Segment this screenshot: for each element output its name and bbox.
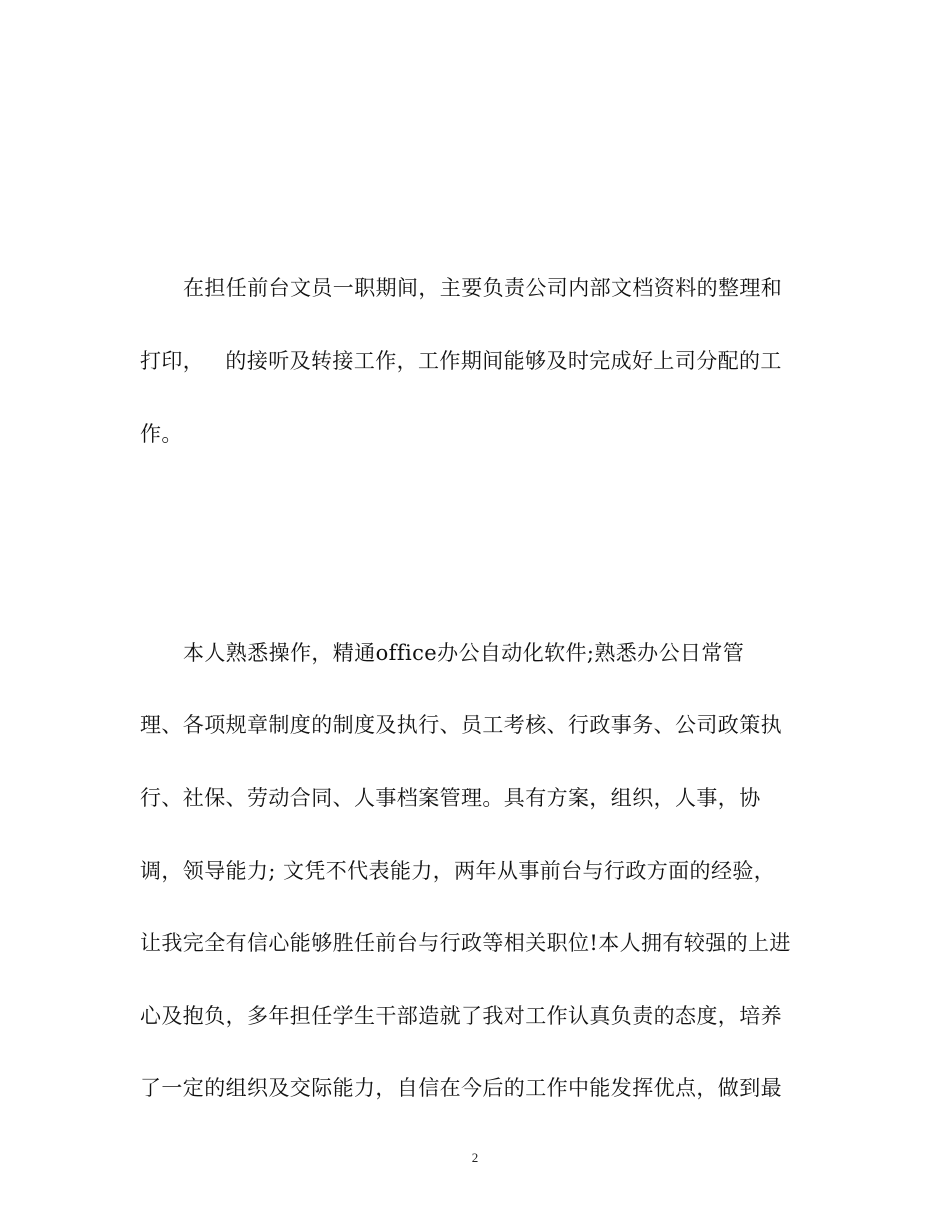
- paragraph-2-line-5: 让我完全有信心能够胜任前台与行政等相关职位!本人拥有较强的上进: [140, 931, 791, 955]
- page-number: 2: [471, 1150, 479, 1165]
- paragraph-2-line-1: 本人熟悉操作，精通office办公自动化软件;熟悉办公日常管: [183, 641, 745, 665]
- paragraph-1-line-2: 打印， 的接听及转接工作，工作期间能够及时完成好上司分配的工: [140, 349, 782, 373]
- paragraph-2-line-6: 心及抱负，多年担任学生干部造就了我对工作认真负责的态度，培养: [140, 1004, 782, 1028]
- paragraph-2-line-7: 了一定的组织及交际能力，自信在今后的工作中能发挥优点，做到最: [140, 1076, 782, 1100]
- paragraph-2-line-2: 理、各项规章制度的制度及执行、员工考核、行政事务、公司政策执: [140, 713, 782, 737]
- paragraph-1-line-3: 作。: [140, 422, 183, 446]
- paragraph-2-line-3: 行、社保、劳动合同、人事档案管理。具有方案，组织，人事，协: [140, 786, 761, 810]
- paragraph-1-line-1: 在担任前台文员一职期间，主要负责公司内部文档资料的整理和: [183, 276, 783, 300]
- paragraph-2-line-4: 调，领导能力; 文凭不代表能力，两年从事前台与行政方面的经验，: [140, 859, 776, 883]
